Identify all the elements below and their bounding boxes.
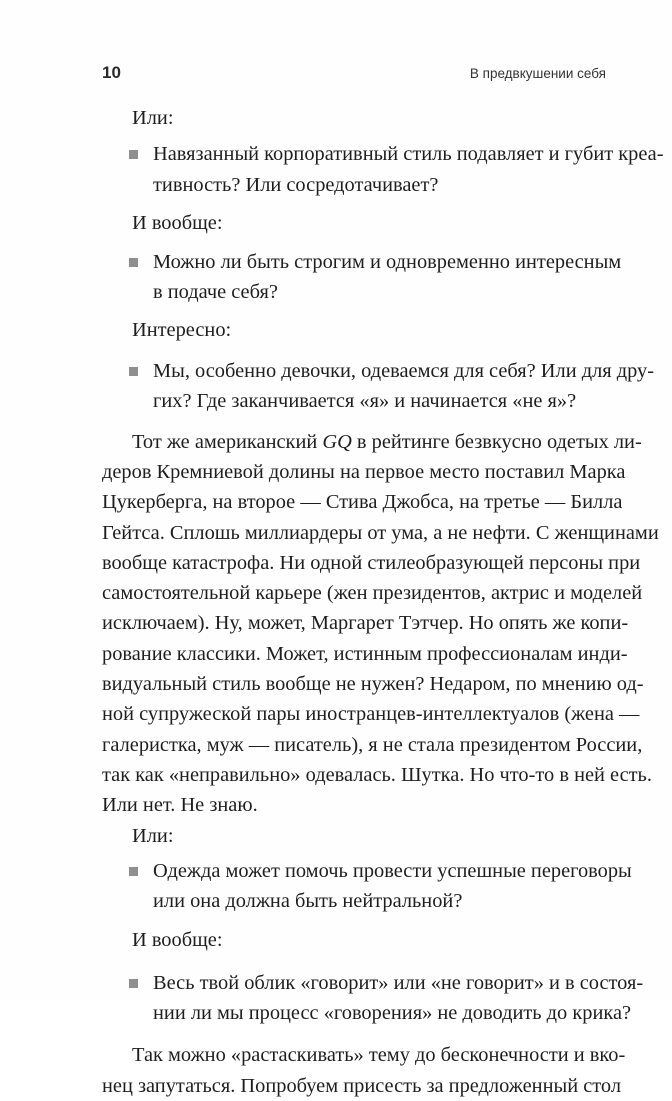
bullet-square-icon <box>129 367 138 376</box>
paragraph: Так можно «растаскивать» тему до бесконечности и вко- нец запутаться. Попробуем присесть за предложенный стол <box>102 1044 626 1097</box>
lead-in-or: Или: <box>132 824 174 847</box>
bullet-item: Одежда может помочь провести успешные переговоры или она должна быть нейтральной? <box>102 856 607 917</box>
paragraph: Тот же американский GQ в рейтинге безвкусно одетых ли- деров Кремниевой долины на первое место поставил Марка Цукерберга, на второе — Стива Джобса, на третье — Билла Гейтса. Сплошь миллиардеры от ума, а не нефти. С женщинами вообще катастрофа. Ни одной стилеобразующей персоны при самостоятельной карьере (жен президентов, актрис и моделей исключаем). Ну, может, Маргарет Тэтчер. Но опять же копи- рование классики. Может, истинным профессионалам инди- видуальный стиль вообще не нужен? Недаром, по мнению од- ной супружеской пары иностранцев-интеллектуалов (жена — галеристка, муж — писатель), я не стала президентом России, так как «неправильно» одевалась. Шутка. Но что-то в ней есть. Или нет. Не знаю. <box>102 430 659 817</box>
bullet-square-icon <box>129 258 138 267</box>
lead-in-interesting: Интересно: <box>132 318 232 341</box>
lead-in-general: И вообще: <box>132 211 223 234</box>
bullet-square-icon <box>129 867 138 876</box>
bullet-item: Можно ли быть строгим и одновременно интересным в подаче себя? <box>102 247 607 308</box>
bullet-item: Мы, особенно девочки, одеваемся для себя? Или для дру- гих? Где заканчивается «я» и начинается «не я»? <box>102 356 607 417</box>
lead-in-or: Или: <box>132 107 174 129</box>
lead-in-general: И вообще: <box>132 929 223 952</box>
body-text <box>102 103 664 1101</box>
bullet-item: Навязанный корпоративный стиль подавляет и губит креа- тивность? Или сосредотачивает? <box>102 139 607 200</box>
page-number: 10 <box>102 63 121 82</box>
running-title: В предвкушении себя <box>469 66 606 81</box>
bullet-item: Весь твой облик «говорит» или «не говорит» и в состоя- нии ли мы процесс «говорения» не доводить до крика? <box>102 968 607 1029</box>
bullet-square-icon <box>129 979 138 988</box>
bullet-square-icon <box>129 150 138 159</box>
